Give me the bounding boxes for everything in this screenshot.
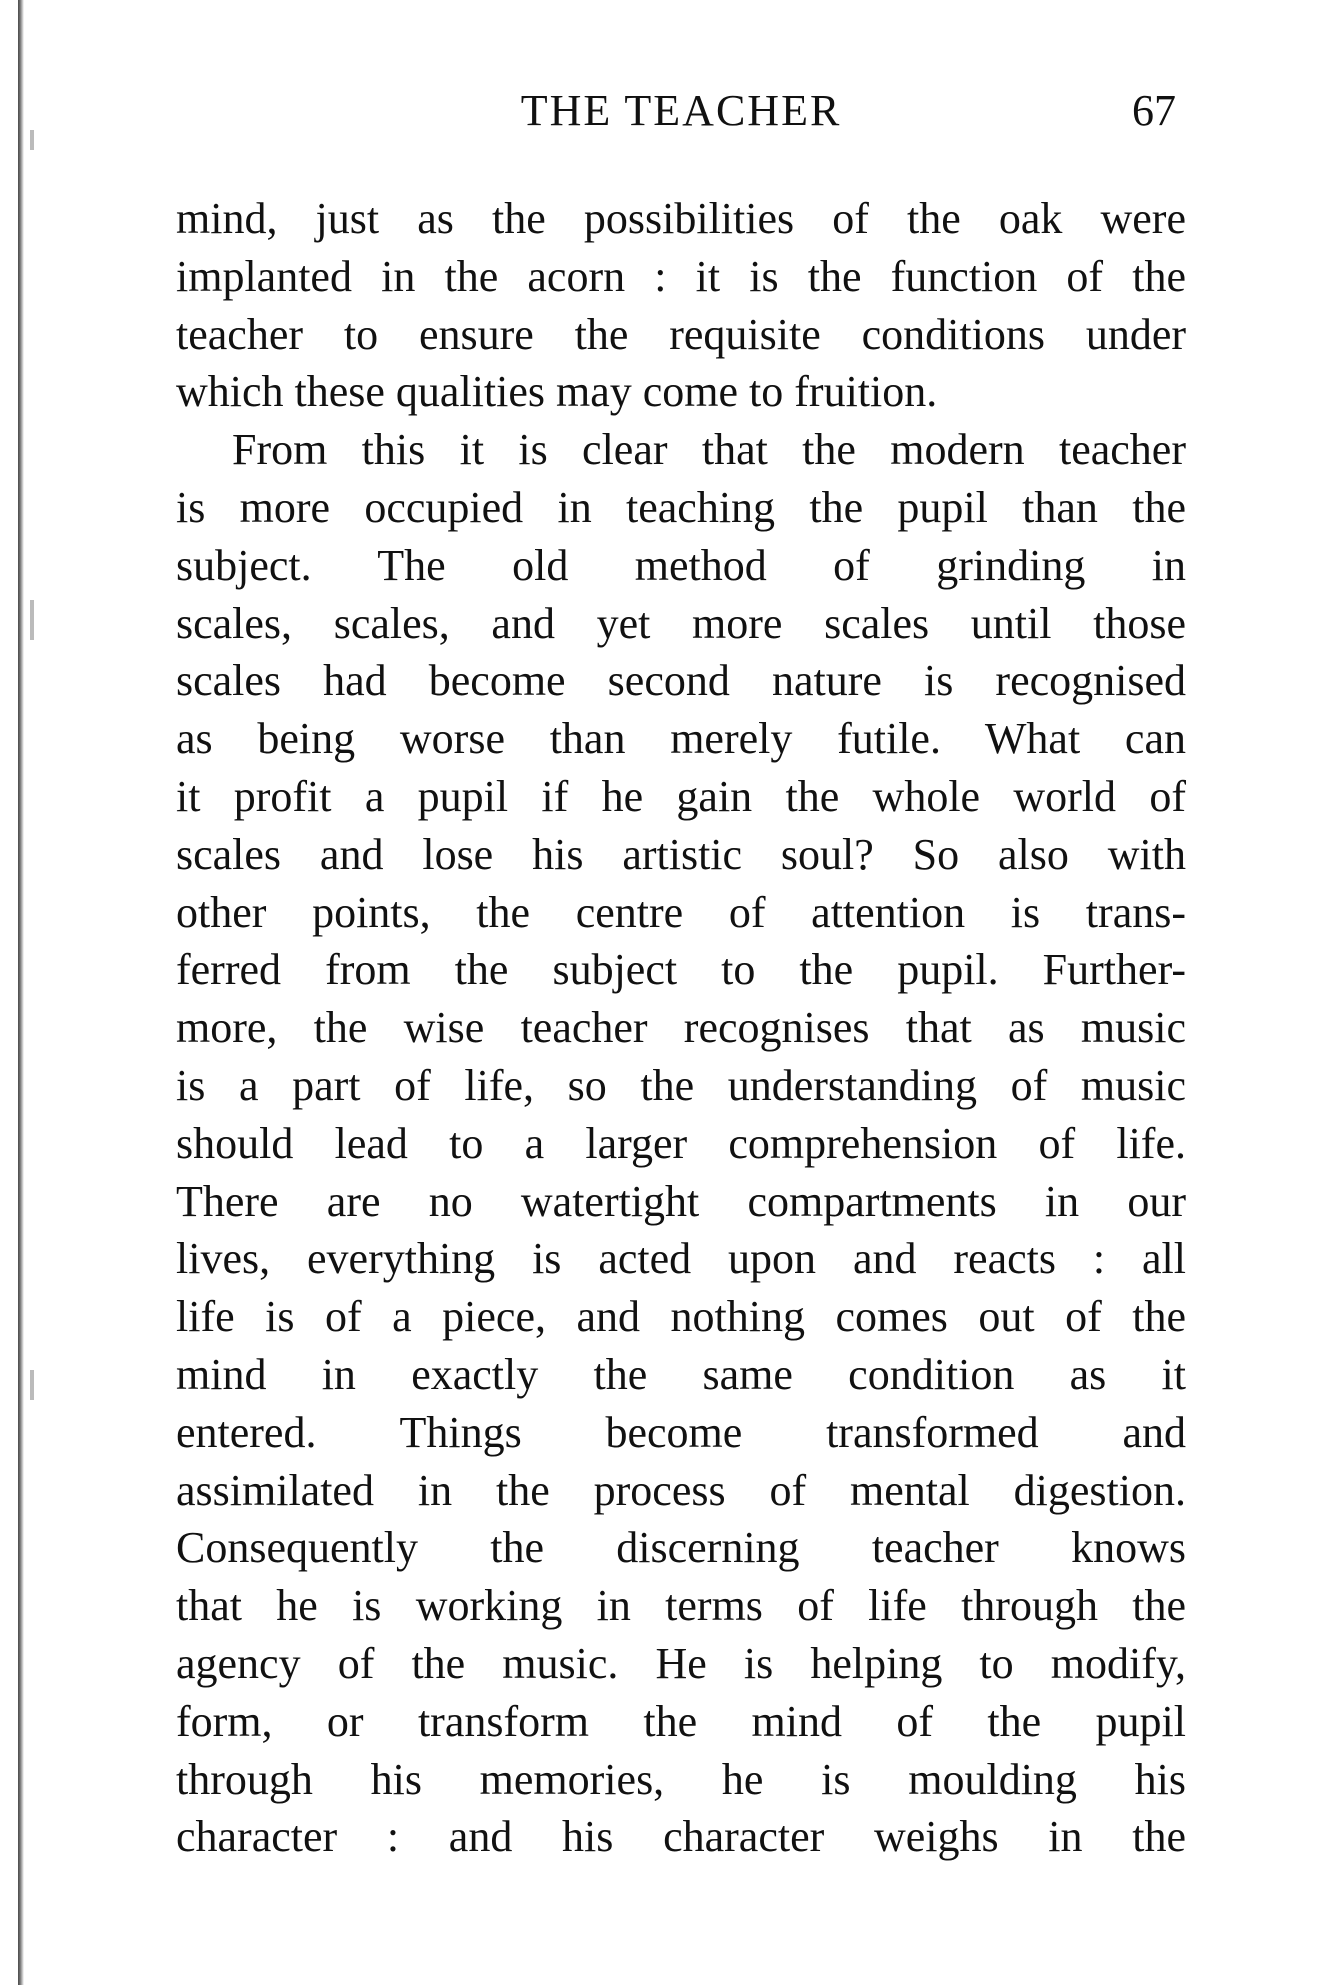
text-line: is a part of life, so the understanding of music bbox=[176, 1060, 1186, 1110]
text-line: that he is working in terms of life through the bbox=[176, 1581, 1186, 1631]
binding-edge bbox=[18, 0, 24, 1985]
text-line: character : and his character weighs in the bbox=[176, 1812, 1186, 1862]
text-line: should lead to a larger comprehension of life. bbox=[176, 1118, 1186, 1168]
text-line: scales, scales, and yet more scales until those bbox=[176, 598, 1186, 648]
text-line: agency of the music. He is helping to modify, bbox=[176, 1638, 1186, 1688]
running-head bbox=[176, 86, 1186, 136]
paragraph-start-line: From this it is clear that the modern teacher bbox=[232, 425, 1186, 475]
text-line: it profit a pupil if he gain the whole world of bbox=[176, 771, 1186, 821]
body-text bbox=[176, 190, 1186, 1866]
scan-speck bbox=[30, 600, 34, 640]
text-line: more, the wise teacher recognises that as music bbox=[176, 1003, 1186, 1053]
text-line: assimilated in the process of mental digestion. bbox=[176, 1465, 1186, 1515]
text-line: scales had become second nature is recognised bbox=[176, 656, 1186, 706]
text-line: which these qualities may come to fruition. bbox=[176, 367, 938, 417]
text-line: scales and lose his artistic soul? So also with bbox=[176, 829, 1186, 879]
text-line: teacher to ensure the requisite conditions under bbox=[176, 309, 1186, 359]
text-line: life is of a piece, and nothing comes out of the bbox=[176, 1292, 1186, 1342]
page-number: 67 bbox=[1132, 86, 1176, 135]
scan-speck bbox=[30, 1370, 34, 1400]
text-line: mind, just as the possibilities of the oak were bbox=[176, 194, 1186, 243]
text-line: Consequently the discerning teacher knows bbox=[176, 1523, 1186, 1573]
text-line: other points, the centre of attention is trans- bbox=[176, 887, 1186, 937]
text-line: subject. The old method of grinding in bbox=[176, 540, 1186, 590]
text-line: ferred from the subject to the pupil. Further- bbox=[176, 945, 1186, 995]
text-line: is more occupied in teaching the pupil than the bbox=[176, 482, 1186, 532]
text-line: form, or transform the mind of the pupil bbox=[176, 1696, 1186, 1746]
text-line: lives, everything is acted upon and reacts : all bbox=[176, 1234, 1186, 1284]
text-line: There are no watertight compartments in our bbox=[176, 1176, 1186, 1226]
scan-speck bbox=[30, 130, 34, 150]
running-title: THE TEACHER bbox=[520, 86, 842, 135]
text-line: mind in exactly the same condition as it bbox=[176, 1349, 1186, 1399]
text-line: through his memories, he is moulding his bbox=[176, 1754, 1186, 1804]
text-line: as being worse than merely futile. What can bbox=[176, 714, 1186, 764]
text-line: implanted in the acorn : it is the function of the bbox=[176, 251, 1186, 301]
text-line: entered. Things become transformed and bbox=[176, 1407, 1186, 1457]
